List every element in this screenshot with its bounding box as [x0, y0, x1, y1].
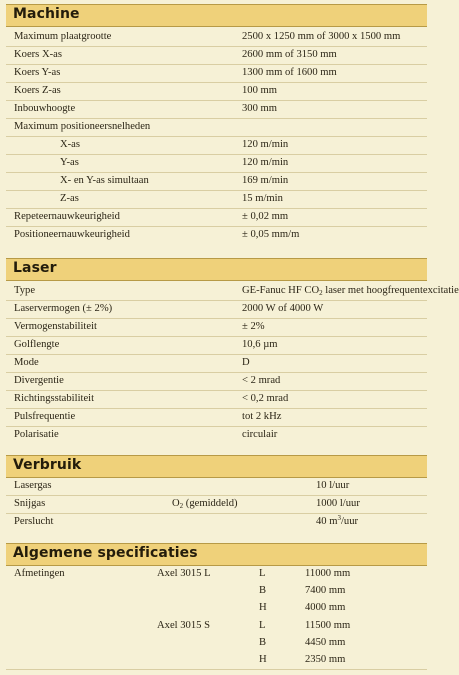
- table-row: [0, 301, 433, 317]
- table-row: [0, 635, 433, 651]
- table-row: [0, 409, 433, 425]
- row-value: 2600 mm of 3150 mm: [242, 49, 337, 60]
- section-title: Laser: [13, 260, 57, 276]
- dimension-letter: B: [259, 637, 267, 648]
- dimension-letter: H: [259, 654, 267, 665]
- table-row: [0, 373, 433, 389]
- row-value: circulair: [242, 429, 278, 440]
- row-label: X- en Y-as simultaan: [60, 175, 149, 186]
- dimension-value: 7400 mm: [305, 585, 346, 596]
- row-label: Positioneernauwkeurigheid: [14, 229, 130, 240]
- row-value: 120 m/min: [242, 139, 289, 150]
- row-label: Divergentie: [14, 375, 64, 386]
- table-row: [0, 283, 459, 299]
- row-value: ± 0,02 mm: [242, 211, 289, 222]
- table-row: [0, 496, 433, 512]
- row-value: < 0,2 mrad: [242, 393, 289, 404]
- table-row: [0, 83, 433, 99]
- row-label: Koers Y-as: [14, 67, 61, 78]
- row-value: D: [242, 357, 250, 368]
- table-row: [0, 173, 433, 189]
- section-header-verbruik: [6, 455, 427, 478]
- row-label: Laservermogen (± 2%): [14, 303, 113, 314]
- dimension-letter: B: [259, 585, 267, 596]
- row-note: [172, 496, 238, 512]
- value-part: laser met hoogfrequentexcitatie: [322, 285, 459, 296]
- row-label: Richtingsstabiliteit: [14, 393, 95, 404]
- table-row: [0, 583, 433, 599]
- model-name: Axel 3015 L: [157, 568, 211, 579]
- table-row: [0, 119, 433, 135]
- table-row: [0, 618, 433, 634]
- row-divider: [6, 669, 427, 670]
- value-part: O: [172, 498, 180, 509]
- row-label: Z-as: [60, 193, 79, 204]
- table-row: [0, 600, 433, 616]
- table-row: [0, 427, 433, 443]
- row-label: Pulsfrequentie: [14, 411, 76, 422]
- row-value: 169 m/min: [242, 175, 289, 186]
- row-value: < 2 mrad: [242, 375, 281, 386]
- row-label: Maximum positioneersnelheden: [14, 121, 151, 132]
- row-label: Koers Z-as: [14, 85, 61, 96]
- table-row: [0, 47, 433, 63]
- table-row: [0, 514, 433, 530]
- row-label: Lasergas: [14, 480, 52, 491]
- table-row: [0, 227, 433, 243]
- row-value: 120 m/min: [242, 157, 289, 168]
- row-value: 1300 mm of 1600 mm: [242, 67, 337, 78]
- row-label: Polarisatie: [14, 429, 59, 440]
- row-label: X-as: [60, 139, 81, 150]
- row-label: Perslucht: [14, 516, 54, 527]
- row-label: Golflengte: [14, 339, 60, 350]
- value-part: 40 m: [316, 516, 338, 527]
- table-row: [0, 137, 433, 153]
- model-name: Axel 3015 S: [157, 620, 210, 631]
- value-part: GE-Fanuc HF CO: [242, 285, 320, 296]
- table-row: [0, 101, 433, 117]
- section-title: Verbruik: [13, 457, 82, 473]
- row-value: ± 0,05 mm/m: [242, 229, 300, 240]
- row-label: Maximum plaatgrootte: [14, 31, 112, 42]
- row-label: Y-as: [60, 157, 79, 168]
- table-row: [0, 29, 433, 45]
- row-label: Type: [14, 285, 36, 296]
- table-row: [0, 337, 433, 353]
- value-superscript: 3: [337, 514, 341, 522]
- table-row: [0, 391, 433, 407]
- dimension-letter: L: [259, 568, 266, 579]
- table-row: [0, 319, 433, 335]
- dimension-letter: L: [259, 620, 266, 631]
- table-row: [0, 566, 433, 582]
- row-value: 2500 x 1250 mm of 3000 x 1500 mm: [242, 31, 401, 42]
- table-row: [0, 478, 433, 494]
- section-header-laser: [6, 258, 427, 281]
- value-part: /uur: [340, 516, 359, 527]
- table-row: [0, 65, 433, 81]
- section-title: Machine: [13, 6, 80, 22]
- table-row: [0, 355, 433, 371]
- dimension-value: 11500 mm: [305, 620, 351, 631]
- row-value: 2000 W of 4000 W: [242, 303, 324, 314]
- row-label: Koers X-as: [14, 49, 62, 60]
- section-header-machine: [6, 4, 427, 27]
- row-label: Snijgas: [14, 498, 46, 509]
- row-label: Mode: [14, 357, 39, 368]
- dimension-value: 4450 mm: [305, 637, 346, 648]
- row-label: Vermogenstabiliteit: [14, 321, 97, 332]
- dimension-letter: H: [259, 602, 267, 613]
- table-row: [0, 155, 433, 171]
- row-label: Afmetingen: [14, 568, 65, 579]
- row-value: 300 mm: [242, 103, 278, 114]
- section-header-algemeen: [6, 543, 427, 566]
- row-value: [316, 514, 358, 530]
- row-label: Inbouwhoogte: [14, 103, 76, 114]
- dimension-value: 11000 mm: [305, 568, 351, 579]
- row-value: ± 2%: [242, 321, 265, 332]
- table-row: [0, 652, 433, 668]
- row-value: 1000 l/uur: [316, 498, 360, 509]
- dimension-value: 4000 mm: [305, 602, 346, 613]
- section-title: Algemene specificaties: [13, 545, 198, 561]
- row-value: 10 l/uur: [316, 480, 350, 491]
- row-value: 100 mm: [242, 85, 278, 96]
- row-value: tot 2 kHz: [242, 411, 282, 422]
- value-subscript: 2: [179, 502, 184, 510]
- row-value: 10,6 µm: [242, 339, 278, 350]
- value-part: (gemiddeld): [183, 498, 238, 509]
- table-row: [0, 209, 433, 225]
- row-value: 15 m/min: [242, 193, 283, 204]
- dimension-value: 2350 mm: [305, 654, 346, 665]
- row-label: Repeteernauwkeurigheid: [14, 211, 120, 222]
- table-row: [0, 191, 433, 207]
- value-subscript: 2: [319, 289, 323, 297]
- row-value: [242, 283, 459, 299]
